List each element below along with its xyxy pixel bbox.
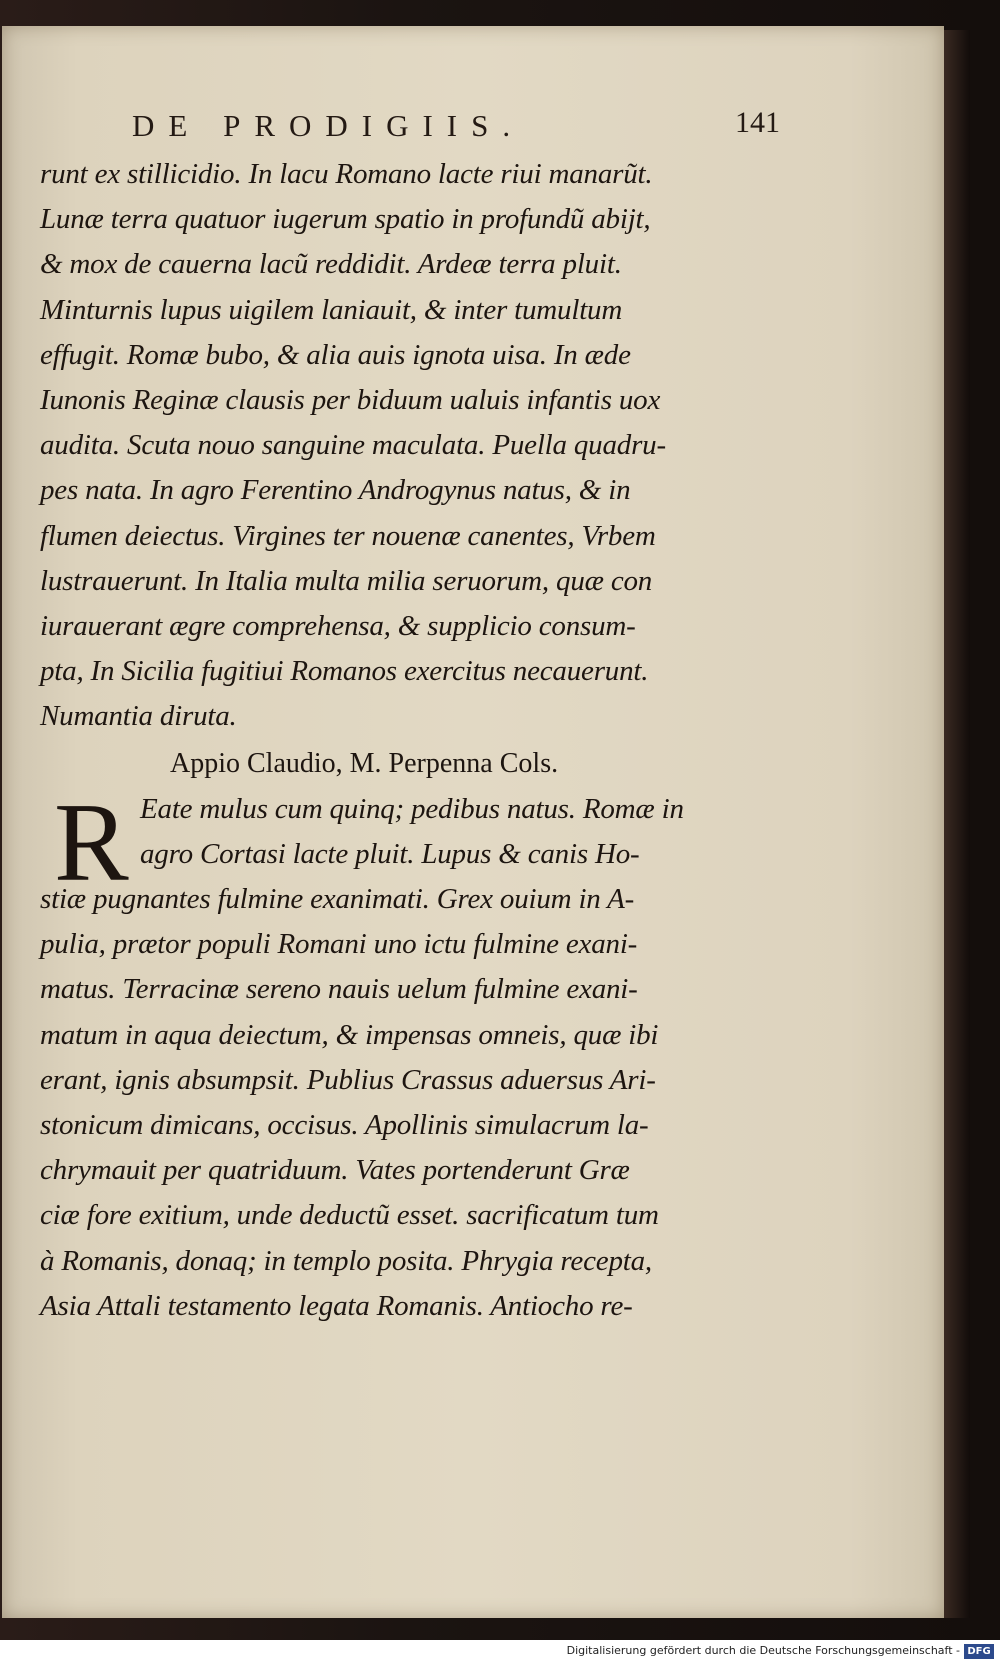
funding-credit: Digitalisierung gefördert durch die Deutsche Forschungsgemeinschaft - <box>566 1644 960 1657</box>
consul-heading: Appio Claudio, M. Perpenna Cols. <box>170 748 559 780</box>
paragraph-1 <box>40 152 780 739</box>
text-block <box>40 152 780 1329</box>
text-line: Eate mulus cum quinq; pedibus natus. Romæ in <box>140 792 684 825</box>
text-line: Asia Attali testamento legata Romanis. Antiocho re- <box>40 1289 633 1322</box>
text-line: flumen deiectus. Virgines ter nouenæ canentes, Vrbem <box>40 519 656 552</box>
page-header <box>132 106 780 148</box>
text-line: pulia, prætor populi Romani uno ictu fulmine exani- <box>40 928 638 961</box>
text-line: stonicum dimicans, occisus. Apollinis simulacrum la- <box>40 1108 649 1141</box>
text-line: Lunæ terra quatuor iugerum spatio in profundũ abijt, <box>40 203 651 236</box>
text-line: erant, ignis absumpsit. Publius Crassus aduersus Ari- <box>40 1063 656 1096</box>
text-line: pes nata. In agro Ferentino Androgynus natus, & in <box>40 474 631 507</box>
text-line: chrymauit per quatriduum. Vates portenderunt Græ <box>40 1154 630 1187</box>
text-line: matum in aqua deiectum, & impensas omneis, quæ ibi <box>40 1018 659 1051</box>
text-line: pta, In Sicilia fugitiui Romanos exercitus necauerunt. <box>40 655 649 688</box>
dfg-logo-icon: DFG <box>964 1644 994 1659</box>
text-line: iurauerant ægre comprehensa, & supplicio consum- <box>40 609 636 642</box>
running-head: DE PRODIGIIS. <box>132 108 525 143</box>
text-line: effugit. Romæ bubo, & alia auis ignota uisa. In æde <box>40 338 631 371</box>
text-line: Numantia diruta. <box>40 700 237 733</box>
book-edge <box>944 30 970 1618</box>
drop-capital: R <box>54 780 129 905</box>
text-line: agro Cortasi lacte pluit. Lupus & canis Ho- <box>140 837 640 870</box>
text-line: audita. Scuta nouo sanguine maculata. Puella quadru- <box>40 429 666 462</box>
text-line: Minturnis lupus uigilem laniauit, & inter tumultum <box>40 293 623 326</box>
text-line: matus. Terracinæ sereno nauis uelum fulmine exani- <box>40 973 638 1006</box>
text-line: runt ex stillicidio. In lacu Romano lacte riui manarũt. <box>40 158 653 190</box>
text-line: Iunonis Reginæ clausis per biduum ualuis infantis uox <box>40 383 661 416</box>
text-line: lustrauerunt. In Italia multa milia seruorum, quæ con <box>40 564 653 597</box>
text-line: stiæ pugnantes fulmine exanimati. Grex ouium in A- <box>40 883 635 915</box>
digitization-footer <box>0 1640 1000 1664</box>
text-line: & mox de cauerna lacũ reddidit. Ardeæ terra pluit. <box>40 248 622 281</box>
paragraph-2 <box>40 780 780 1329</box>
text-line: ciæ fore exitium, unde deductũ esset. sacrificatum tum <box>40 1199 659 1232</box>
text-line: à Romanis, donaq; in templo posita. Phrygia recepta, <box>40 1244 652 1277</box>
page-number: 141 <box>735 106 780 139</box>
